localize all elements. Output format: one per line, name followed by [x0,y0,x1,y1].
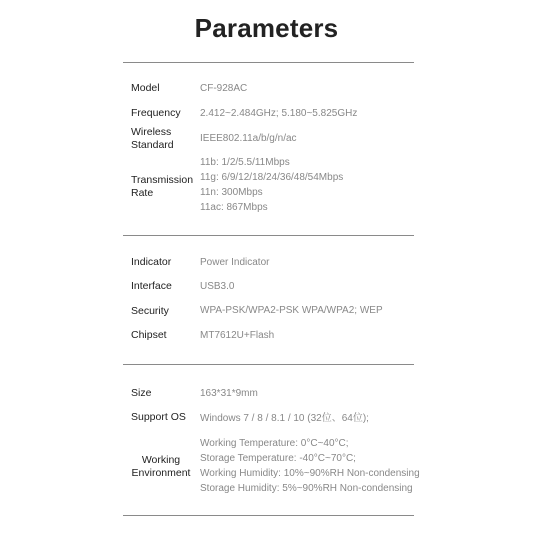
security-label: Security [131,305,169,317]
frequency-label: Frequency [131,107,181,119]
frequency-value: 2.412~2.484GHz; 5.180~5.825GHz [200,108,358,119]
storage-humidity: Storage Humidity: 5%~90%RH Non-condensing [200,483,413,494]
working-temperature: Working Temperature: 0°C~40°C; [200,438,349,449]
working-environment-values [200,436,420,496]
chipset-value: MT7612U+Flash [200,330,275,341]
wireless-standard-label-line2: Standard [131,139,174,151]
transmission-rate-label-line1: Transmission [131,174,194,186]
working-environment-label-line2: Environment [131,467,191,479]
transmission-rate-11g: 11g: 6/9/12/18/24/36/48/54Mbps [200,172,344,183]
transmission-rate-11ac: 11ac: 867Mbps [200,202,268,213]
transmission-rate-label [131,174,201,200]
transmission-rate-11b: 11b: 1/2/5.5/11Mbps [200,157,290,168]
working-humidity: Working Humidity: 10%~90%RH Non-condensing [200,468,420,479]
indicator-label: Indicator [131,256,172,268]
wireless-standard-label [131,126,201,152]
storage-temperature: Storage Temperature: -40°C~70°C; [200,453,356,464]
size-value: 163*31*9mm [200,388,258,399]
chipset-label: Chipset [131,329,167,341]
transmission-rate-values [200,155,343,215]
model-value: CF-928AC [200,83,248,94]
page-title: Parameters [194,13,339,43]
divider-top [123,62,414,63]
interface-value: USB3.0 [200,281,235,292]
wireless-standard-label-line1: Wireless [131,126,172,138]
transmission-rate-label-line2: Rate [131,187,154,199]
size-label: Size [131,387,152,399]
security-value: WPA-PSK/WPA2-PSK WPA/WPA2; WEP [200,305,383,316]
indicator-value: Power Indicator [200,257,270,268]
support-os-value: Windows 7 / 8 / 8.1 / 10 (32位、64位); [200,413,369,424]
transmission-rate-11n: 11n: 300Mbps [200,187,263,198]
divider-section1 [123,235,414,236]
interface-label: Interface [131,280,172,292]
wireless-standard-value: IEEE802.11a/b/g/n/ac [200,133,297,144]
model-label: Model [131,82,160,94]
divider-section2 [123,364,414,365]
working-environment-label-line1: Working [141,454,181,466]
support-os-label: Support OS [131,411,186,423]
divider-bottom [123,515,414,516]
working-environment-label [128,454,194,480]
